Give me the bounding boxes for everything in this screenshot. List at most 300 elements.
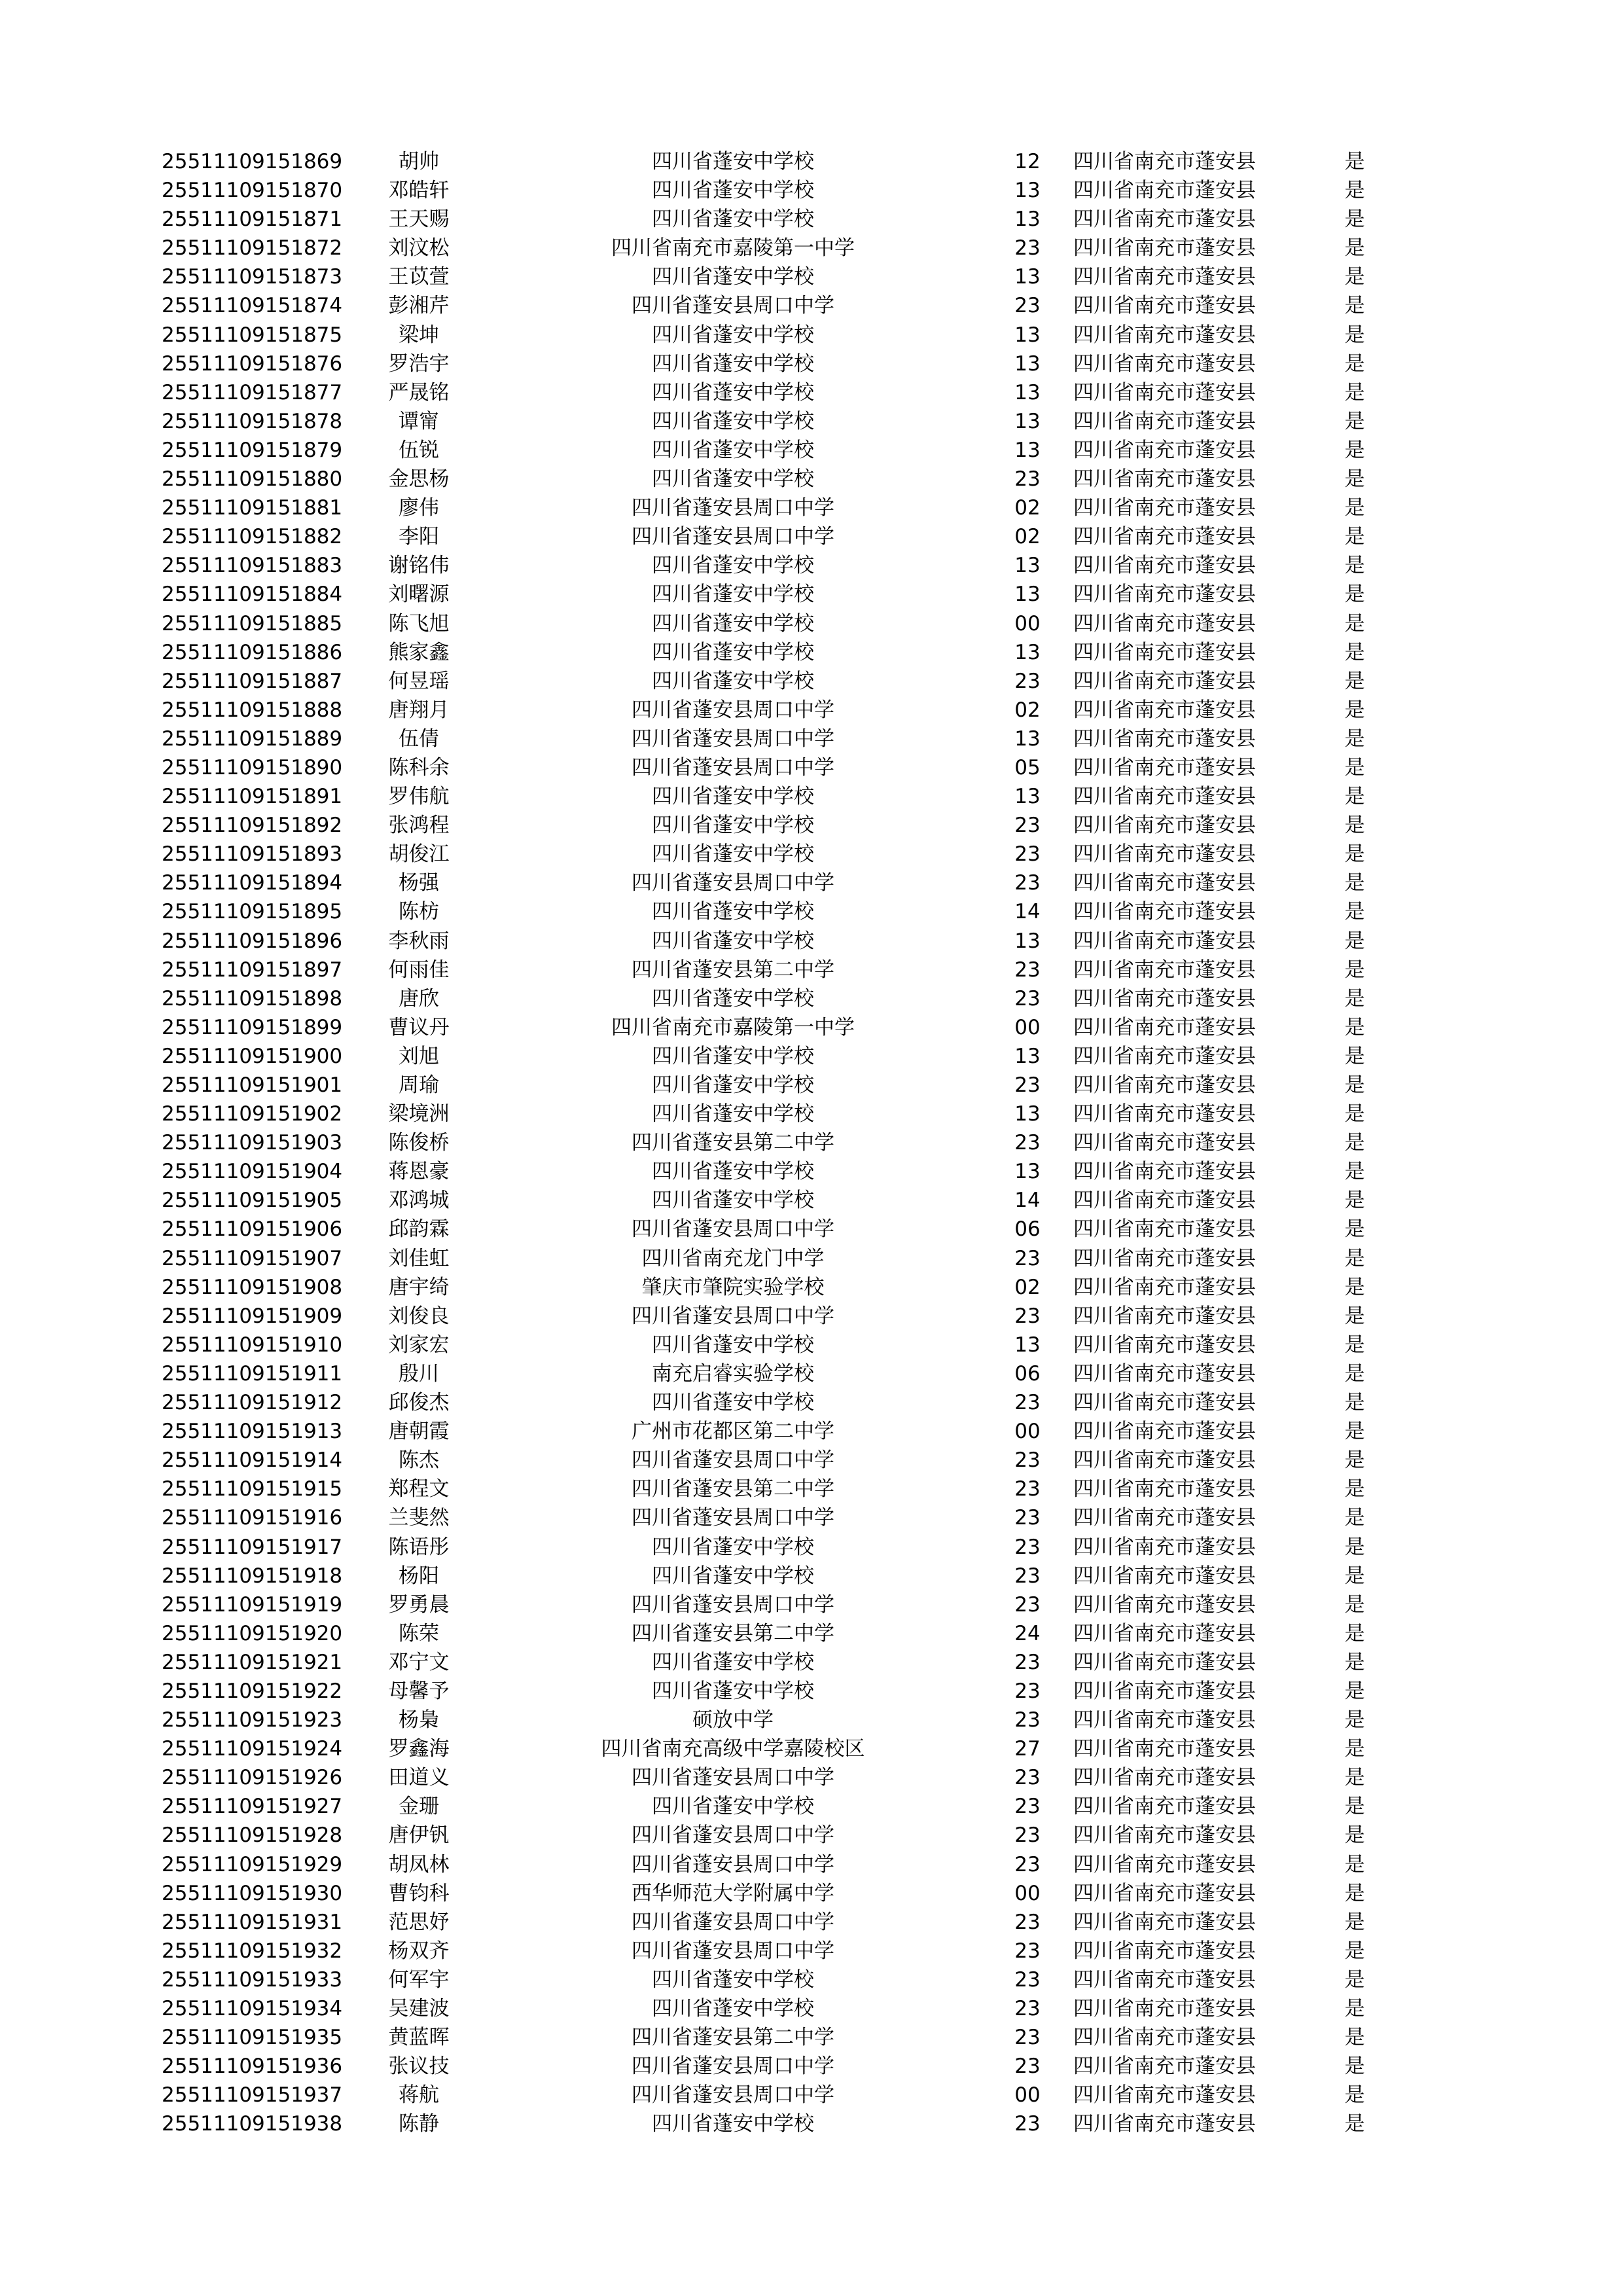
status-flag-cell: 是 xyxy=(1344,1823,1365,1848)
registration-number-cell: 25511109151893 xyxy=(162,842,343,867)
table-row xyxy=(0,1331,1374,1359)
student-name-cell: 曹钧科 xyxy=(388,1881,450,1905)
school-name-cell: 四川省蓬安中学校 xyxy=(652,1102,814,1126)
registration-number-cell: 25511109151919 xyxy=(162,1592,343,1617)
status-flag-cell: 是 xyxy=(1344,1795,1365,1819)
school-name-cell: 四川省蓬安中学校 xyxy=(652,814,814,838)
region-cell: 四川省南充市蓬安县 xyxy=(1073,929,1256,953)
school-name-cell: 四川省蓬安中学校 xyxy=(652,265,814,289)
registration-number-cell: 25511109151869 xyxy=(162,150,343,173)
category-code-cell: 23 xyxy=(1014,1679,1041,1703)
registration-number-cell: 25511109151908 xyxy=(162,1275,343,1299)
category-code-cell: 23 xyxy=(1014,1766,1041,1790)
status-flag-cell: 是 xyxy=(1344,1650,1365,1674)
table-row xyxy=(0,262,1374,291)
table-row xyxy=(0,1186,1374,1215)
category-code-cell: 23 xyxy=(1014,1997,1041,2020)
table-row xyxy=(0,725,1374,753)
category-code-cell: 24 xyxy=(1014,1621,1041,1645)
registration-number-cell: 25511109151926 xyxy=(162,1766,343,1790)
status-flag-cell: 是 xyxy=(1344,467,1365,492)
school-name-cell: 四川省南充市嘉陵第一中学 xyxy=(611,1015,855,1039)
status-flag-cell: 是 xyxy=(1344,409,1365,433)
registration-number-cell: 25511109151927 xyxy=(162,1795,343,1819)
table-row xyxy=(0,176,1374,205)
student-name-cell: 罗鑫海 xyxy=(388,1737,450,1761)
region-cell: 四川省南充市蓬安县 xyxy=(1073,438,1256,462)
region-cell: 四川省南充市蓬安县 xyxy=(1073,1708,1256,1732)
region-cell: 四川省南充市蓬安县 xyxy=(1073,409,1256,433)
category-code-cell: 00 xyxy=(1014,611,1041,636)
region-cell: 四川省南充市蓬安县 xyxy=(1073,1823,1256,1848)
region-cell: 四川省南充市蓬安县 xyxy=(1073,554,1256,578)
student-name-cell: 何昱瑶 xyxy=(388,669,450,693)
category-code-cell: 23 xyxy=(1014,2026,1041,2050)
region-cell: 四川省南充市蓬安县 xyxy=(1073,871,1256,895)
region-cell: 四川省南充市蓬安县 xyxy=(1073,1621,1256,1645)
student-name-cell: 唐伊钒 xyxy=(388,1823,450,1848)
school-name-cell: 四川省蓬安县周口中学 xyxy=(632,1448,834,1473)
school-name-cell: 四川省蓬安中学校 xyxy=(652,150,814,173)
student-name-cell: 罗勇晨 xyxy=(388,1592,450,1617)
table-row xyxy=(0,956,1374,984)
category-code-cell: 23 xyxy=(1014,1910,1041,1934)
school-name-cell: 四川省蓬安中学校 xyxy=(652,1333,814,1357)
region-cell: 四川省南充市蓬安县 xyxy=(1073,1361,1256,1386)
registration-number-cell: 25511109151888 xyxy=(162,698,343,722)
region-cell: 四川省南充市蓬安县 xyxy=(1073,2026,1256,2050)
registration-number-cell: 25511109151879 xyxy=(162,438,343,462)
table-row xyxy=(0,638,1374,667)
status-flag-cell: 是 xyxy=(1344,1477,1365,1501)
category-code-cell: 13 xyxy=(1014,583,1041,607)
registration-number-cell: 25511109151913 xyxy=(162,1420,343,1444)
school-name-cell: 四川省蓬安县周口中学 xyxy=(632,1852,834,1876)
region-cell: 四川省南充市蓬安县 xyxy=(1073,525,1256,549)
status-flag-cell: 是 xyxy=(1344,669,1365,693)
registration-number-cell: 25511109151887 xyxy=(162,669,343,693)
registration-number-cell: 25511109151898 xyxy=(162,986,343,1011)
registration-number-cell: 25511109151889 xyxy=(162,726,343,751)
region-cell: 四川省南充市蓬安县 xyxy=(1073,583,1256,607)
table-row xyxy=(0,350,1374,378)
student-name-cell: 母馨予 xyxy=(388,1679,450,1703)
table-row xyxy=(0,1908,1374,1937)
category-code-cell: 23 xyxy=(1014,958,1041,982)
table-row xyxy=(0,667,1374,696)
region-cell: 四川省南充市蓬安县 xyxy=(1073,1535,1256,1559)
table-row xyxy=(0,811,1374,840)
category-code-cell: 23 xyxy=(1014,1477,1041,1501)
table-row xyxy=(0,1042,1374,1071)
student-name-cell: 罗伟航 xyxy=(388,785,450,809)
registration-number-cell: 25511109151915 xyxy=(162,1477,343,1501)
school-name-cell: 四川省蓬安县周口中学 xyxy=(632,1939,834,1963)
registration-number-cell: 25511109151871 xyxy=(162,207,343,232)
school-name-cell: 四川省蓬安中学校 xyxy=(652,1795,814,1819)
category-code-cell: 23 xyxy=(1014,1852,1041,1876)
category-code-cell: 13 xyxy=(1014,438,1041,462)
category-code-cell: 13 xyxy=(1014,640,1041,664)
status-flag-cell: 是 xyxy=(1344,1102,1365,1126)
category-code-cell: 00 xyxy=(1014,1881,1041,1905)
region-cell: 四川省南充市蓬安县 xyxy=(1073,1737,1256,1761)
school-name-cell: 四川省蓬安县周口中学 xyxy=(632,1766,834,1790)
status-flag-cell: 是 xyxy=(1344,929,1365,953)
table-row xyxy=(0,1763,1374,1792)
registration-number-cell: 25511109151932 xyxy=(162,1939,343,1963)
category-code-cell: 00 xyxy=(1014,2083,1041,2108)
region-cell: 四川省南充市蓬安县 xyxy=(1073,755,1256,780)
region-cell: 四川省南充市蓬安县 xyxy=(1073,1592,1256,1617)
category-code-cell: 23 xyxy=(1014,294,1041,318)
category-code-cell: 06 xyxy=(1014,1361,1041,1386)
registration-number-cell: 25511109151906 xyxy=(162,1217,343,1242)
region-cell: 四川省南充市蓬安县 xyxy=(1073,814,1256,838)
student-name-cell: 陈枋 xyxy=(399,900,439,924)
category-code-cell: 13 xyxy=(1014,1333,1041,1357)
status-flag-cell: 是 xyxy=(1344,1131,1365,1155)
category-code-cell: 23 xyxy=(1014,1506,1041,1530)
school-name-cell: 四川省蓬安县周口中学 xyxy=(632,1823,834,1848)
category-code-cell: 13 xyxy=(1014,1102,1041,1126)
table-row xyxy=(0,436,1374,465)
registration-number-cell: 25511109151873 xyxy=(162,265,343,289)
status-flag-cell: 是 xyxy=(1344,496,1365,520)
table-row xyxy=(0,1417,1374,1446)
status-flag-cell: 是 xyxy=(1344,611,1365,636)
status-flag-cell: 是 xyxy=(1344,1015,1365,1039)
region-cell: 四川省南充市蓬安县 xyxy=(1073,294,1256,318)
status-flag-cell: 是 xyxy=(1344,1160,1365,1184)
registration-number-cell: 25511109151902 xyxy=(162,1102,343,1126)
student-name-cell: 杨双齐 xyxy=(388,1939,450,1963)
student-name-cell: 罗浩宇 xyxy=(388,351,450,376)
category-code-cell: 06 xyxy=(1014,1217,1041,1242)
category-code-cell: 13 xyxy=(1014,380,1041,404)
registration-number-cell: 25511109151897 xyxy=(162,958,343,982)
status-flag-cell: 是 xyxy=(1344,1189,1365,1213)
table-row xyxy=(0,234,1374,262)
school-name-cell: 四川省蓬安县周口中学 xyxy=(632,525,834,549)
student-name-cell: 邓皓轩 xyxy=(388,179,450,203)
registration-number-cell: 25511109151881 xyxy=(162,496,343,520)
school-name-cell: 四川省蓬安中学校 xyxy=(652,323,814,347)
school-name-cell: 四川省蓬安中学校 xyxy=(652,785,814,809)
table-row xyxy=(0,147,1374,176)
student-name-cell: 蒋航 xyxy=(399,2083,439,2108)
school-name-cell: 四川省蓬安县周口中学 xyxy=(632,1506,834,1530)
category-code-cell: 23 xyxy=(1014,814,1041,838)
category-code-cell: 13 xyxy=(1014,179,1041,203)
student-name-cell: 彭湘芹 xyxy=(388,294,450,318)
category-code-cell: 13 xyxy=(1014,1044,1041,1068)
registration-number-cell: 25511109151928 xyxy=(162,1823,343,1848)
student-name-cell: 陈静 xyxy=(399,2112,439,2136)
category-code-cell: 13 xyxy=(1014,554,1041,578)
student-name-cell: 田道义 xyxy=(388,1766,450,1790)
school-name-cell: 四川省蓬安中学校 xyxy=(652,1967,814,1992)
status-flag-cell: 是 xyxy=(1344,294,1365,318)
region-cell: 四川省南充市蓬安县 xyxy=(1073,265,1256,289)
student-name-cell: 唐朝霞 xyxy=(388,1420,450,1444)
student-name-cell: 邱韵霖 xyxy=(388,1217,450,1242)
status-flag-cell: 是 xyxy=(1344,554,1365,578)
school-name-cell: 西华师范大学附属中学 xyxy=(632,1881,834,1905)
table-row xyxy=(0,1359,1374,1388)
student-name-cell: 梁境洲 xyxy=(388,1102,450,1126)
student-name-cell: 吴建波 xyxy=(388,1997,450,2020)
registration-number-cell: 25511109151880 xyxy=(162,467,343,492)
registration-number-cell: 25511109151870 xyxy=(162,179,343,203)
category-code-cell: 23 xyxy=(1014,1823,1041,1848)
registration-number-cell: 25511109151875 xyxy=(162,323,343,347)
student-name-cell: 李阳 xyxy=(399,525,439,549)
registration-number-cell: 25511109151878 xyxy=(162,409,343,433)
region-cell: 四川省南充市蓬安县 xyxy=(1073,1766,1256,1790)
school-name-cell: 四川省蓬安中学校 xyxy=(652,986,814,1011)
table-row xyxy=(0,1734,1374,1763)
category-code-cell: 13 xyxy=(1014,785,1041,809)
table-row xyxy=(0,869,1374,897)
student-name-cell: 严晟铭 xyxy=(388,380,450,404)
status-flag-cell: 是 xyxy=(1344,1852,1365,1876)
registration-number-cell: 25511109151892 xyxy=(162,814,343,838)
table-row xyxy=(0,927,1374,956)
category-code-cell: 02 xyxy=(1014,496,1041,520)
status-flag-cell: 是 xyxy=(1344,1361,1365,1386)
student-name-cell: 陈飞旭 xyxy=(388,611,450,636)
status-flag-cell: 是 xyxy=(1344,1304,1365,1328)
table-row xyxy=(0,1677,1374,1706)
registration-number-cell: 25511109151921 xyxy=(162,1650,343,1674)
registration-number-cell: 25511109151905 xyxy=(162,1189,343,1213)
student-name-cell: 刘汶松 xyxy=(388,236,450,260)
status-flag-cell: 是 xyxy=(1344,236,1365,260)
student-name-cell: 梁坤 xyxy=(399,323,439,347)
status-flag-cell: 是 xyxy=(1344,1939,1365,1963)
school-name-cell: 四川省蓬安县周口中学 xyxy=(632,726,834,751)
region-cell: 四川省南充市蓬安县 xyxy=(1073,2054,1256,2079)
region-cell: 四川省南充市蓬安县 xyxy=(1073,785,1256,809)
status-flag-cell: 是 xyxy=(1344,1073,1365,1097)
student-name-cell: 陈荣 xyxy=(399,1621,439,1645)
category-code-cell: 13 xyxy=(1014,409,1041,433)
region-cell: 四川省南充市蓬安县 xyxy=(1073,1679,1256,1703)
student-name-cell: 伍锐 xyxy=(399,438,439,462)
student-name-cell: 曹议丹 xyxy=(388,1015,450,1039)
table-row xyxy=(0,378,1374,407)
category-code-cell: 00 xyxy=(1014,1015,1041,1039)
student-name-cell: 邱俊杰 xyxy=(388,1391,450,1415)
region-cell: 四川省南充市蓬安县 xyxy=(1073,1275,1256,1299)
registration-number-cell: 25511109151890 xyxy=(162,755,343,780)
table-row xyxy=(0,696,1374,725)
table-row xyxy=(0,1302,1374,1331)
region-cell: 四川省南充市蓬安县 xyxy=(1073,1304,1256,1328)
school-name-cell: 四川省蓬安中学校 xyxy=(652,900,814,924)
table-row xyxy=(0,1071,1374,1100)
table-row xyxy=(0,407,1374,436)
student-name-cell: 兰斐然 xyxy=(388,1506,450,1530)
status-flag-cell: 是 xyxy=(1344,900,1365,924)
region-cell: 四川省南充市蓬安县 xyxy=(1073,986,1256,1011)
registration-number-cell: 25511109151937 xyxy=(162,2083,343,2108)
table-row xyxy=(0,2081,1374,2109)
school-name-cell: 四川省蓬安中学校 xyxy=(652,1564,814,1588)
category-code-cell: 13 xyxy=(1014,929,1041,953)
registration-number-cell: 25511109151882 xyxy=(162,525,343,549)
region-cell: 四川省南充市蓬安县 xyxy=(1073,900,1256,924)
category-code-cell: 23 xyxy=(1014,2112,1041,2136)
registration-number-cell: 25511109151917 xyxy=(162,1535,343,1559)
registration-number-cell: 25511109151899 xyxy=(162,1015,343,1039)
table-row xyxy=(0,984,1374,1013)
registration-number-cell: 25511109151895 xyxy=(162,900,343,924)
registration-number-cell: 25511109151894 xyxy=(162,871,343,895)
table-row xyxy=(0,493,1374,522)
school-name-cell: 四川省南充市嘉陵第一中学 xyxy=(611,236,855,260)
table-row xyxy=(0,1128,1374,1157)
registration-number-cell: 25511109151903 xyxy=(162,1131,343,1155)
category-code-cell: 14 xyxy=(1014,1189,1041,1213)
region-cell: 四川省南充市蓬安县 xyxy=(1073,1448,1256,1473)
registration-number-cell: 25511109151876 xyxy=(162,351,343,376)
region-cell: 四川省南充市蓬安县 xyxy=(1073,1506,1256,1530)
registration-number-cell: 25511109151936 xyxy=(162,2054,343,2079)
status-flag-cell: 是 xyxy=(1344,1506,1365,1530)
region-cell: 四川省南充市蓬安县 xyxy=(1073,1131,1256,1155)
table-row xyxy=(0,1994,1374,2023)
student-name-cell: 谭甯 xyxy=(399,409,439,433)
region-cell: 四川省南充市蓬安县 xyxy=(1073,1997,1256,2020)
category-code-cell: 23 xyxy=(1014,467,1041,492)
status-flag-cell: 是 xyxy=(1344,2026,1365,2050)
category-code-cell: 23 xyxy=(1014,1304,1041,1328)
school-name-cell: 四川省蓬安县周口中学 xyxy=(632,1592,834,1617)
status-flag-cell: 是 xyxy=(1344,1910,1365,1934)
category-code-cell: 13 xyxy=(1014,726,1041,751)
region-cell: 四川省南充市蓬安县 xyxy=(1073,1189,1256,1213)
school-name-cell: 四川省蓬安县第二中学 xyxy=(632,1131,834,1155)
table-row xyxy=(0,2023,1374,2052)
table-row xyxy=(0,1937,1374,1965)
school-name-cell: 四川省蓬安中学校 xyxy=(652,179,814,203)
registration-number-cell: 25511109151920 xyxy=(162,1621,343,1645)
region-cell: 四川省南充市蓬安县 xyxy=(1073,323,1256,347)
school-name-cell: 四川省蓬安中学校 xyxy=(652,1535,814,1559)
status-flag-cell: 是 xyxy=(1344,755,1365,780)
region-cell: 四川省南充市蓬安县 xyxy=(1073,496,1256,520)
status-flag-cell: 是 xyxy=(1344,1564,1365,1588)
school-name-cell: 南充启睿实验学校 xyxy=(652,1361,814,1386)
region-cell: 四川省南充市蓬安县 xyxy=(1073,2112,1256,2136)
status-flag-cell: 是 xyxy=(1344,207,1365,232)
status-flag-cell: 是 xyxy=(1344,583,1365,607)
registration-number-cell: 25511109151883 xyxy=(162,554,343,578)
region-cell: 四川省南充市蓬安县 xyxy=(1073,1939,1256,1963)
registration-number-cell: 25511109151891 xyxy=(162,785,343,809)
school-name-cell: 四川省蓬安县周口中学 xyxy=(632,1217,834,1242)
category-code-cell: 23 xyxy=(1014,1650,1041,1674)
school-name-cell: 四川省蓬安县第二中学 xyxy=(632,958,834,982)
student-name-cell: 刘家宏 xyxy=(388,1333,450,1357)
region-cell: 四川省南充市蓬安县 xyxy=(1073,669,1256,693)
region-cell: 四川省南充市蓬安县 xyxy=(1073,1564,1256,1588)
table-row xyxy=(0,551,1374,580)
registration-number-cell: 25511109151909 xyxy=(162,1304,343,1328)
school-name-cell: 广州市花都区第二中学 xyxy=(632,1420,834,1444)
registration-number-cell: 25511109151934 xyxy=(162,1997,343,2020)
status-flag-cell: 是 xyxy=(1344,1766,1365,1790)
registration-number-cell: 25511109151872 xyxy=(162,236,343,260)
school-name-cell: 四川省蓬安中学校 xyxy=(652,207,814,232)
table-row xyxy=(0,580,1374,609)
school-name-cell: 肇庆市肇院实验学校 xyxy=(641,1275,825,1299)
table-row xyxy=(0,1446,1374,1475)
school-name-cell: 四川省蓬安县周口中学 xyxy=(632,294,834,318)
school-name-cell: 四川省蓬安县周口中学 xyxy=(632,496,834,520)
student-name-cell: 邓宁文 xyxy=(388,1650,450,1674)
status-flag-cell: 是 xyxy=(1344,1679,1365,1703)
student-name-cell: 邓鸿城 xyxy=(388,1189,450,1213)
category-code-cell: 23 xyxy=(1014,1967,1041,1992)
school-name-cell: 四川省蓬安中学校 xyxy=(652,438,814,462)
registration-number-cell: 25511109151910 xyxy=(162,1333,343,1357)
school-name-cell: 四川省蓬安县第二中学 xyxy=(632,1621,834,1645)
category-code-cell: 23 xyxy=(1014,871,1041,895)
registration-number-cell: 25511109151924 xyxy=(162,1737,343,1761)
category-code-cell: 00 xyxy=(1014,1420,1041,1444)
school-name-cell: 四川省蓬安中学校 xyxy=(652,1997,814,2020)
region-cell: 四川省南充市蓬安县 xyxy=(1073,150,1256,173)
school-name-cell: 四川省蓬安中学校 xyxy=(652,640,814,664)
table-row xyxy=(0,1503,1374,1532)
region-cell: 四川省南充市蓬安县 xyxy=(1073,1391,1256,1415)
status-flag-cell: 是 xyxy=(1344,1217,1365,1242)
category-code-cell: 23 xyxy=(1014,669,1041,693)
student-name-cell: 刘佳虹 xyxy=(388,1246,450,1270)
category-code-cell: 13 xyxy=(1014,265,1041,289)
category-code-cell: 23 xyxy=(1014,1535,1041,1559)
category-code-cell: 23 xyxy=(1014,2054,1041,2079)
school-name-cell: 四川省蓬安中学校 xyxy=(652,669,814,693)
table-row xyxy=(0,205,1374,234)
category-code-cell: 23 xyxy=(1014,986,1041,1011)
student-name-cell: 刘俊良 xyxy=(388,1304,450,1328)
table-row xyxy=(0,1388,1374,1417)
status-flag-cell: 是 xyxy=(1344,438,1365,462)
region-cell: 四川省南充市蓬安县 xyxy=(1073,1477,1256,1501)
status-flag-cell: 是 xyxy=(1344,2054,1365,2079)
status-flag-cell: 是 xyxy=(1344,1391,1365,1415)
student-name-cell: 熊家鑫 xyxy=(388,640,450,664)
school-name-cell: 四川省蓬安县周口中学 xyxy=(632,2054,834,2079)
table-row xyxy=(0,1475,1374,1503)
registration-number-cell: 25511109151886 xyxy=(162,640,343,664)
school-name-cell: 四川省蓬安中学校 xyxy=(652,611,814,636)
status-flag-cell: 是 xyxy=(1344,1535,1365,1559)
registration-number-cell: 25511109151935 xyxy=(162,2026,343,2050)
category-code-cell: 13 xyxy=(1014,351,1041,376)
school-name-cell: 四川省蓬安县周口中学 xyxy=(632,2083,834,2108)
category-code-cell: 05 xyxy=(1014,755,1041,780)
registration-number-cell: 25511109151896 xyxy=(162,929,343,953)
status-flag-cell: 是 xyxy=(1344,1275,1365,1299)
region-cell: 四川省南充市蓬安县 xyxy=(1073,179,1256,203)
region-cell: 四川省南充市蓬安县 xyxy=(1073,1795,1256,1819)
category-code-cell: 27 xyxy=(1014,1737,1041,1761)
